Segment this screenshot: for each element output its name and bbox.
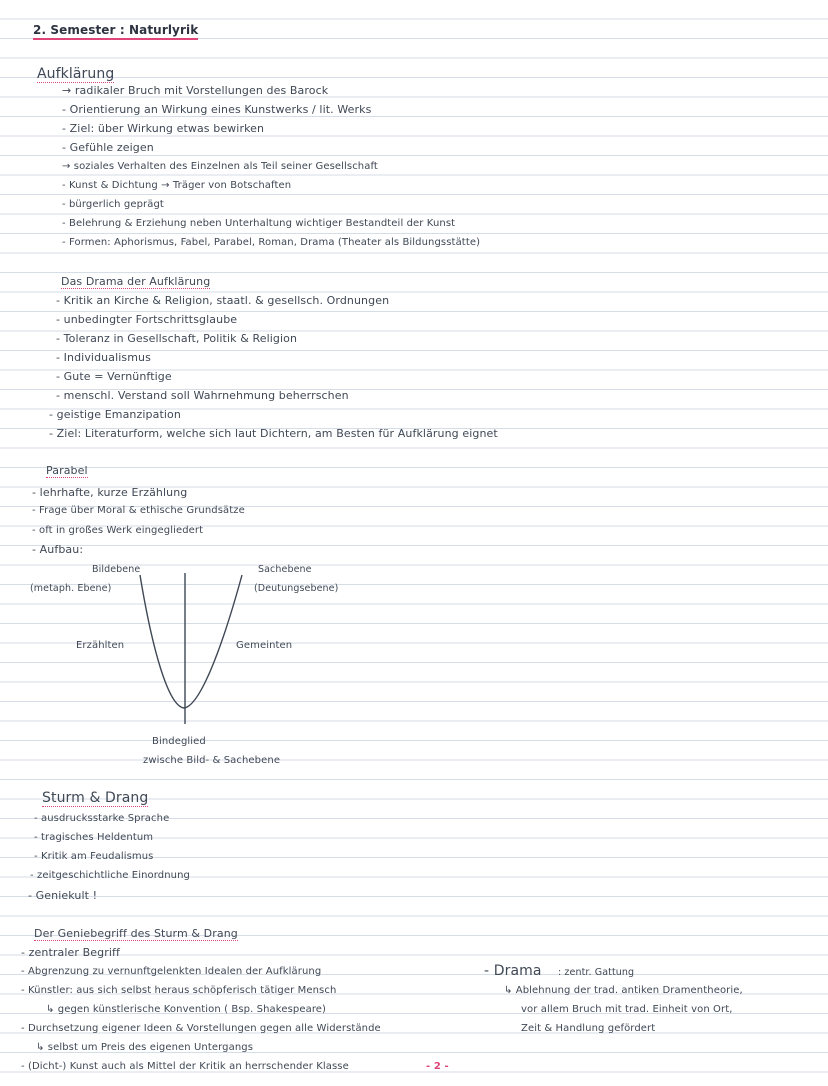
page-title: 2. Semester : Naturlyrik [33,24,198,40]
genie-item: - zentraler Begriff [21,946,120,959]
drama-item: - Toleranz in Gesellschaft, Politik & Religion [56,332,298,345]
drama-item: - menschl. Verstand soll Wahrnehmung beherrschen [56,389,349,402]
diagram-bottom-1: Bindeglied [152,736,206,747]
parabola-curve [140,575,242,708]
sturm-item: - Geniekult ! [28,889,98,902]
genie-item: - Durchsetzung eigener Ideen & Vorstellungen gegen alle Widerstände [21,1023,381,1034]
aufklaerung-item: - Ziel: über Wirkung etwas bewirken [62,122,265,135]
heading-parabel: Parabel [46,464,88,477]
sturm-item: - Kritik am Feudalismus [34,851,154,862]
side-line: Zeit & Handlung gefördert [521,1023,656,1034]
diagram-right-top: Sachebene [258,564,312,575]
diagram-left-mid: Erzählten [76,640,125,651]
aufklaerung-item: - bürgerlich geprägt [62,199,164,210]
aufklaerung-item: → soziales Verhalten des Einzelnen als Teil seiner Gesellschaft [62,161,378,172]
aufklaerung-item: → radikaler Bruch mit Vorstellungen des Barock [62,84,329,97]
side-drama-label: - Drama [484,963,542,979]
diagram-bottom-2: zwische Bild- & Sachebene [143,755,281,766]
diagram-right-sub: (Deutungsebene) [254,583,339,594]
genie-item: ↳ gegen künstlerische Konvention ( Bsp. Shakespeare) [46,1004,327,1015]
heading-sturm-drang: Sturm & Drang [42,790,149,806]
parabel-item: - Aufbau: [32,543,84,556]
genie-item: - Künstler: aus sich selbst heraus schöpferisch tätiger Mensch [21,985,337,996]
parabel-item: - lehrhafte, kurze Erzählung [32,486,188,499]
aufklaerung-item: - Formen: Aphorismus, Fabel, Parabel, Roman, Drama (Theater als Bildungsstätte) [62,237,481,248]
aufklaerung-item: - Gefühle zeigen [62,141,154,154]
heading-geniebegriff: Der Geniebegriff des Sturm & Drang [34,927,238,940]
sturm-item: - ausdrucksstarke Sprache [34,813,170,824]
genie-item: ↳ selbst um Preis des eigenen Untergangs [36,1042,254,1053]
drama-item: - Gute = Vernünftige [56,370,172,383]
aufklaerung-item: - Kunst & Dichtung → Träger von Botschaften [62,180,292,191]
genie-item: - (Dicht-) Kunst auch als Mittel der Kritik an herrschender Klasse [21,1061,349,1072]
heading-aufklaerung: Aufklärung [37,66,115,82]
aufklaerung-item: - Belehrung & Erziehung neben Unterhaltung wichtiger Bestandteil der Kunst [62,218,456,229]
drama-item: - Ziel: Literaturform, welche sich laut Dichtern, am Besten für Aufklärung eignet [49,427,498,440]
heading-drama-aufklaerung: Das Drama der Aufklärung [61,275,211,288]
drama-item: - Individualismus [56,351,151,364]
drama-item: - geistige Emanzipation [49,408,181,421]
sturm-item: - tragisches Heldentum [34,832,154,843]
drama-item: - unbedingter Fortschrittsglaube [56,313,238,326]
diagram-left-sub: (metaph. Ebene) [30,583,112,594]
genie-item: - Abgrenzung zu vernunftgelenkten Idealen der Aufklärung [21,966,322,977]
diagram-left-top: Bildebene [92,564,141,575]
parabel-item: - oft in großes Werk eingegliedert [32,525,204,536]
side-line: vor allem Bruch mit trad. Einheit von Ort, [521,1004,733,1015]
diagram-right-mid: Gemeinten [236,640,293,651]
side-drama-rest: : zentr. Gattung [558,967,635,978]
sturm-item: - zeitgeschichtliche Einordnung [30,870,190,881]
page-number: - 2 - [426,1061,449,1072]
aufklaerung-item: - Orientierung an Wirkung eines Kunstwerks / lit. Werks [62,103,372,116]
parabel-item: - Frage über Moral & ethische Grundsätze [32,505,245,516]
drama-item: - Kritik an Kirche & Religion, staatl. & gesellsch. Ordnungen [56,294,390,307]
side-line: ↳ Ablehnung der trad. antiken Dramentheorie, [504,985,743,996]
